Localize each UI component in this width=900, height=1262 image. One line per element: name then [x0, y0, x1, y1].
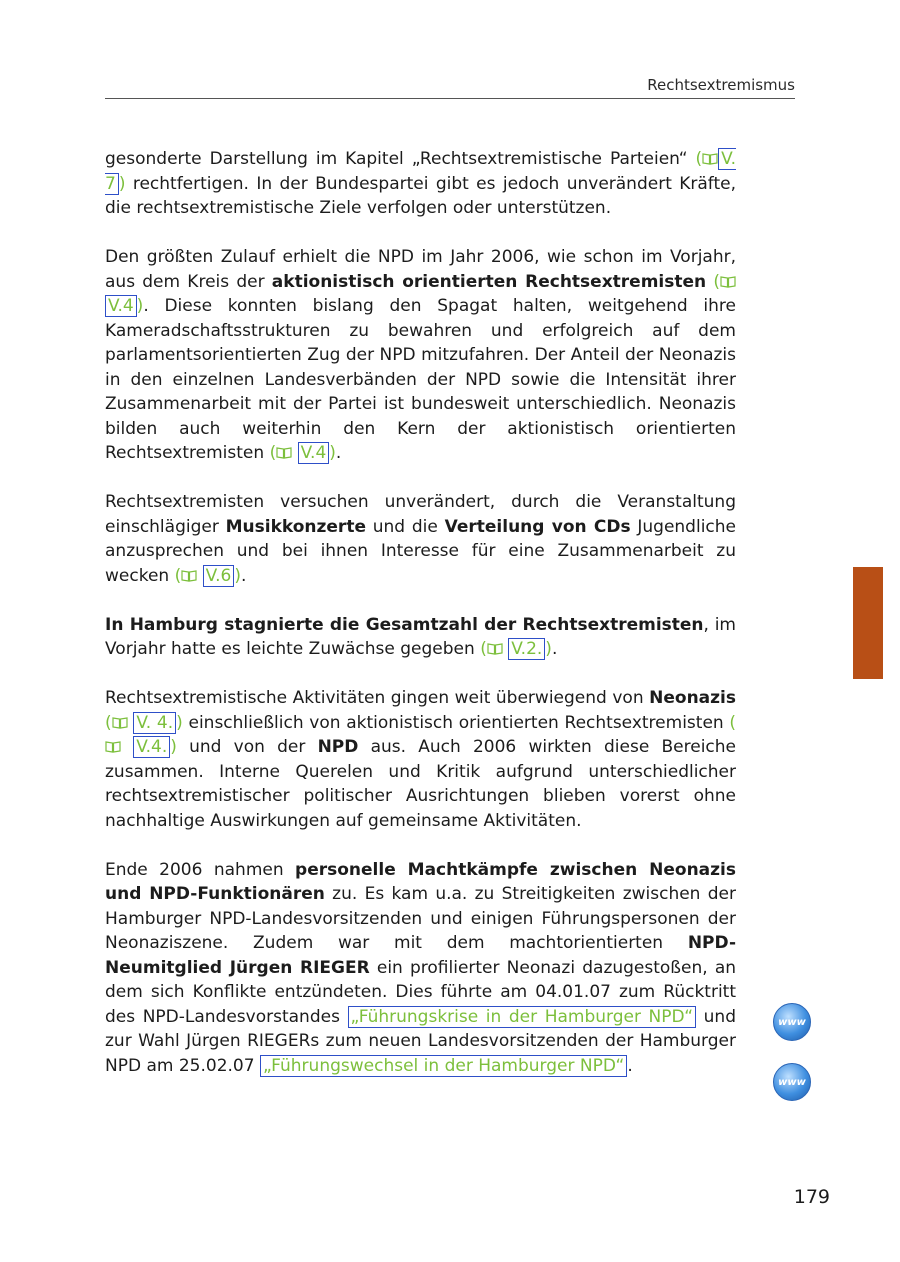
cross-reference-link[interactable]: V.6: [203, 565, 235, 587]
paragraph-3: Rechtsextremisten versuchen unverändert, durch die Veranstaltung einschlägiger Musikkonzerte und die Verteilung von CDs Jugendliche anzusprechen und bei ihnen Interesse für eine Zusammenarbeit zu wecken ( V.6 ).: [105, 492, 736, 586]
book-icon: [720, 275, 736, 288]
paragraph-6: Ende 2006 nahmen personelle Machtkämpfe zwischen Neonazis und NPD-Funktionären zu. Es kam u.a. zu Streitigkeiten zwischen der Hamburger NPD-Landesvorsitzenden und einigen Führungspersonen der Neonaziszene. Zudem war mit dem machtorientierten NPD-Neumitglied Jürgen RIEGER ein profilierter Neonazi dazugestoßen, an dem sich Konflikte entzündeten. Dies führte am 04.01.07 zum Rücktritt des NPD-Landesvorstandes „Führungskrise in der Hamburger NPD“ und zur Wahl Jürgen RIEGERs zum neuen Landesvorsitzenden der Hamburger NPD am 25.02.07 „Führungswechsel in der Hamburger NPD“ .: [105, 859, 737, 1076]
cross-reference-link[interactable]: V.4: [105, 295, 137, 317]
running-header: Rechtsextremismus: [647, 76, 795, 94]
cross-reference-link[interactable]: V.4.: [133, 736, 170, 758]
cross-reference-link[interactable]: V.4: [298, 442, 330, 464]
paragraph-1: gesonderte Darstellung im Kapitel „Rechtsextremistische Parteien“ ( V. 7 ) rechtfertigen. In der Bundespartei gibt es jedoch unverändert Kräfte, die rechtsextremistische Ziele verfolgen oder unterstützen.: [105, 149, 736, 218]
body-text: [105, 147, 736, 1103]
paragraph-4: In Hamburg stagnierte die Gesamtzahl der Rechtsextremisten, im Vorjahr hatte es leichte Zuwächse gegeben ( V.2. ).: [105, 614, 736, 659]
page-number: 179: [793, 1186, 830, 1208]
book-icon: [112, 716, 128, 729]
header-rule: [105, 98, 795, 99]
web-link[interactable]: „Führungskrise in der Hamburger NPD“: [348, 1006, 697, 1028]
www-icon[interactable]: www: [773, 1003, 811, 1041]
book-icon: [702, 152, 718, 165]
cross-reference-link[interactable]: V.2.: [508, 638, 545, 660]
chapter-tab-marker: [853, 567, 883, 679]
book-icon: [487, 642, 503, 655]
cross-reference-link[interactable]: V. 4.: [133, 712, 176, 734]
paragraph-5: Rechtsextremistische Aktivitäten gingen weit überwiegend von Neonazis ( V. 4. ) einschließlich von aktionistisch orientierten Rechtsextremisten ( V.4. ) und von der NPD aus. Auch 2006 wirkten diese Bereiche zusammen. Interne Querelen und Kritik aufgrund unterschiedlicher rechtsextremistischer politischer Ausrichtungen blieben vorerst ohne nachhaltige Auswirkungen auf gemeinsame Aktivitäten.: [105, 688, 737, 831]
book-icon: [276, 446, 292, 459]
paragraph-2: Den größten Zulauf erhielt die NPD im Jahr 2006, wie schon im Vorjahr, aus dem Kreis der aktionistisch orientierten Rechtsextremisten ( V.4 ). Diese konnten bislang den Spagat halten, weitgehend ihre Kameradschaftsstrukturen zu bewahren und erfolgreich auf dem parlamentsorientierten Zug der NPD mitzufahren. Der Anteil der Neonazis in den einzelnen Landesverbänden der NPD sowie die Intensität ihrer Zusammenarbeit mit der Partei ist bundesweit unterschiedlich. Neonazis bilden auch weiterhin den Kern der aktionistisch orientierten Rechtsextremisten ( V.4 ).: [105, 247, 736, 463]
web-link[interactable]: „Führungswechsel in der Hamburger NPD“: [260, 1055, 627, 1077]
cross-reference-link[interactable]: V. 7: [105, 149, 736, 194]
book-icon: [181, 569, 197, 582]
www-icon[interactable]: www: [773, 1063, 811, 1101]
book-icon: [105, 740, 121, 753]
